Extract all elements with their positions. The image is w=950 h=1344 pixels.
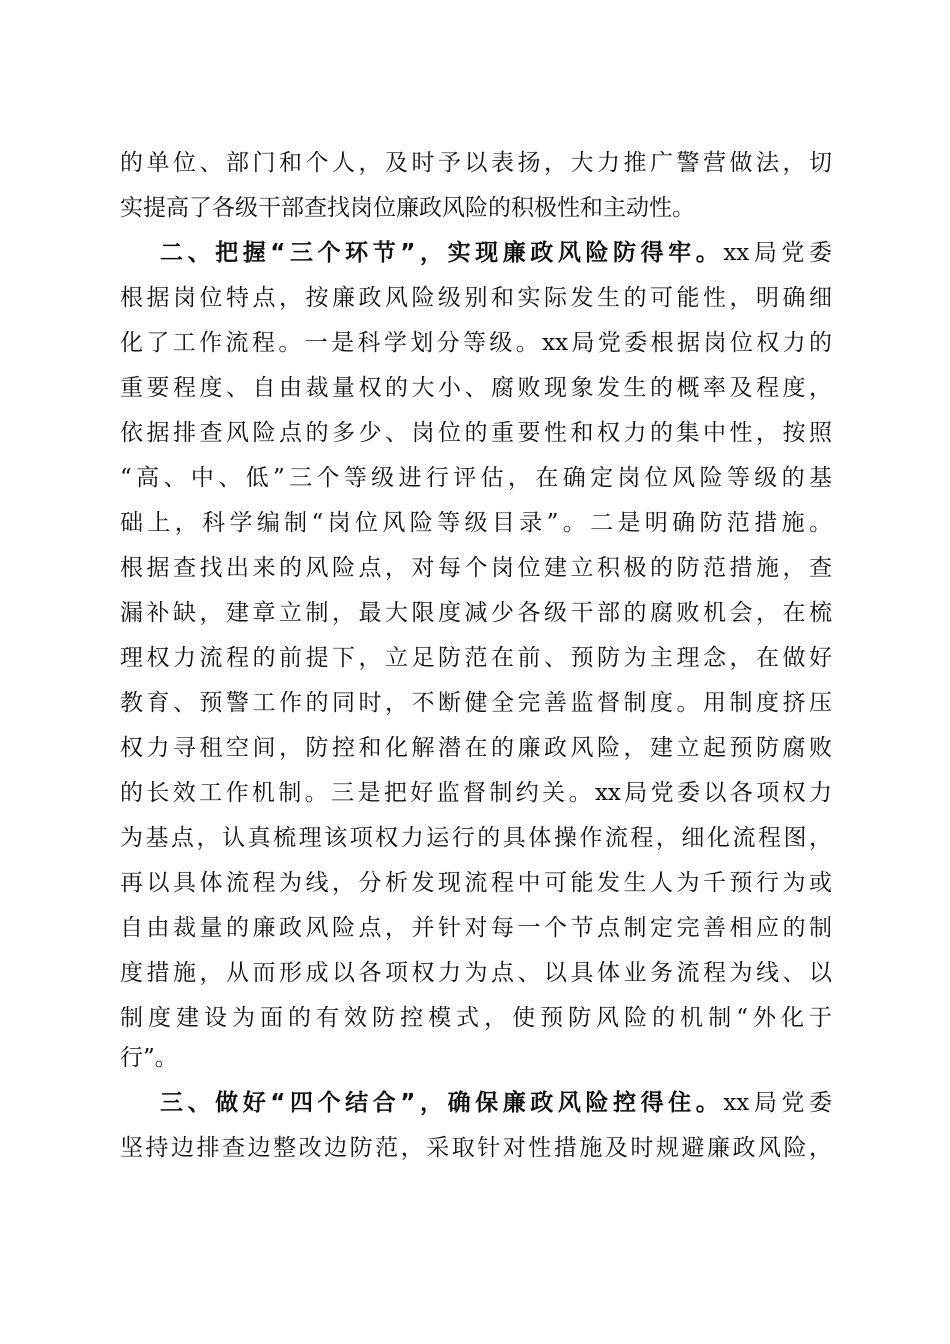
line-text: 础上，科学编制“岗位风险等级目录”。二是明确防范措施。 [120,510,832,536]
paragraph-line [120,868,832,898]
line-text: 制度建设为面的有效防控模式，使预防风险的机制“外化于 [120,1005,832,1031]
paragraph-line [120,733,832,763]
paragraph-line [120,958,832,988]
line-text: 权力寻租空间，防控和化解潜在的廉政风险，建立起预防腐败 [120,735,832,761]
line-text: 的单位、部门和个人，及时予以表扬，大力推广警营做法，切 [120,150,832,176]
section-heading: 三、做好“四个结合”，确保廉政风险控得住。 [160,1090,724,1116]
paragraph-line [120,823,832,853]
paragraph-line [120,508,832,538]
line-text: 重要程度、自由裁量权的大小、腐败现象发生的概率及程度， [120,375,832,401]
paragraph-line [120,688,832,718]
paragraph-line [120,598,832,628]
line-text: 理权力流程的前提下，立足防范在前、预防为主理念，在做好 [120,645,832,671]
paragraph-line [120,148,832,178]
paragraph-line [120,643,832,673]
paragraph-line [120,913,832,943]
paragraph-line [120,193,832,223]
line-text: “高、中、低”三个等级进行评估，在确定岗位风险等级的基 [120,465,832,491]
line-text: 漏补缺，建章立制，最大限度减少各级干部的腐败机会，在梳 [120,600,832,626]
paragraph-line [120,1133,832,1163]
line-text: 再以具体流程为线，分析发现流程中可能发生人为千预行为或 [120,870,832,896]
section-heading-line [160,1088,832,1118]
line-text: 行”。 [120,1045,178,1071]
paragraph-line [120,463,832,493]
line-text: 度措施，从而形成以各项权力为点、以具体业务流程为线、以 [120,960,832,986]
line-text: 教育、预警工作的同时，不断健全完善监督制度。用制度挤压 [120,690,832,716]
section-heading-line [160,238,832,268]
paragraph-line [120,1043,832,1073]
paragraph-line [120,418,832,448]
line-text: 依据排查风险点的多少、岗位的重要性和权力的集中性，按照 [120,420,832,446]
section-heading: 二、把握“三个环节”，实现廉政风险防得牢。 [160,240,724,266]
line-text: 根据岗位特点，按廉政风险级别和实际发生的可能性，明确细 [120,285,832,311]
line-text: 自由裁量的廉政风险点，并针对每一个节点制定完善相应的制 [120,915,832,941]
paragraph-line [120,283,832,313]
line-text: 根据查找出来的风险点，对每个岗位建立积极的防范措施，查 [120,555,832,581]
paragraph-line [120,1003,832,1033]
paragraph-line [120,328,832,358]
paragraph-line [120,373,832,403]
line-text: 坚持边排查边整改边防范，采取针对性措施及时规避廉政风险， [120,1135,832,1161]
line-text: 的长效工作机制。三是把好监督制约关。xx局党委以各项权力 [120,780,832,806]
paragraph-line [120,778,832,808]
line-text: 化了工作流程。一是科学划分等级。xx局党委根据岗位权力的 [120,330,832,356]
line-text: 为基点，认真梳理该项权力运行的具体操作流程，细化流程图， [120,825,832,851]
line-text: xx局党委 [723,240,832,266]
line-text: xx局党委 [723,1090,832,1116]
line-text: 实提高了各级干部查找岗位廉政风险的积极性和主动性。 [120,195,695,221]
paragraph-line [120,553,832,583]
